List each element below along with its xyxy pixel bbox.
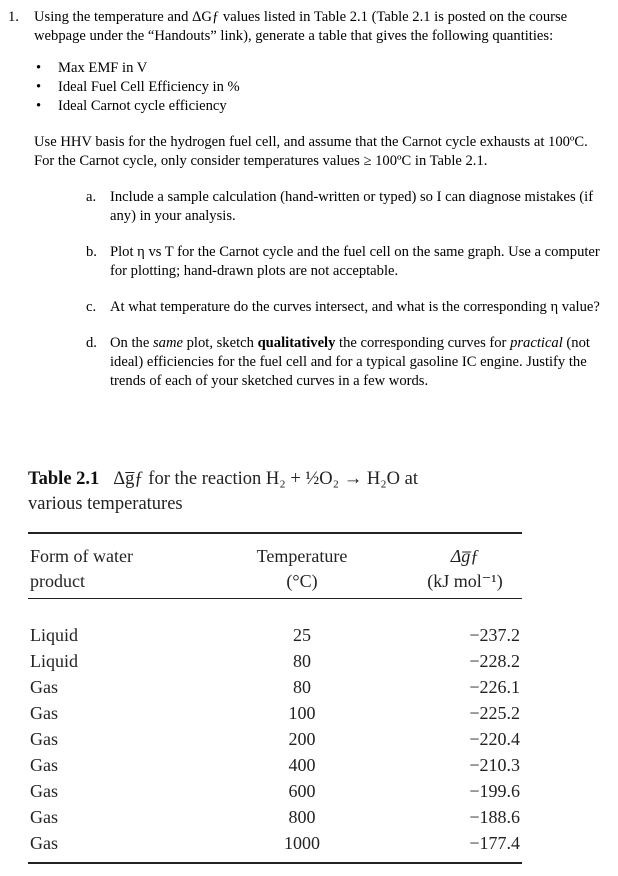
table-caption [28, 467, 524, 517]
question-intro: Using the temperature and ΔGƒ values listed in Table 2.1 (Table 2.1 is posted on the course webpage under the “Handouts” link), generate a table that gives the following quantities: [34, 9, 568, 44]
question-number: 1. [8, 9, 19, 25]
part-letter: c. [86, 299, 97, 315]
part-letter: d. [86, 335, 97, 351]
part-text: At what temperature do the curves intersect, and what is the corresponding η value? [110, 299, 600, 315]
bullet-icon: • [36, 98, 42, 114]
header-temperature: Temperature (°C) [256, 546, 348, 591]
part-letter: a. [86, 189, 97, 205]
bullet-icon: • [36, 79, 42, 95]
part-b [86, 243, 610, 281]
header-delta-g: Δg̅ƒ (kJ mol⁻¹) [427, 546, 503, 591]
part-d [86, 334, 610, 391]
table-bottom-rule [28, 862, 522, 864]
table-2-1: Table 2.1 Δg̅ƒ for the reaction H₂ + ½O₂ → H₂O at various temperatures Form of water product Temperature (°C) Δg̅ƒ (kJ mol⁻¹) Liquid 25 −237.2 Liquid 80 −228.2 Gas 80 −226.1 Gas 100 −225.2 Gas 200 −220.4 Gas 400 −210.3 Gas 600 −199.6 Gas 800 −188.6 Gas 1000 −177.4 [28, 467, 524, 517]
question-body [34, 8, 604, 391]
table-top-rule [28, 532, 522, 534]
part-text: Plot η vs T for the Carnot cycle and the fuel cell on the same graph. Use a computer for plotting; hand-drawn plots are not acceptable. [110, 244, 600, 279]
bullet-icon: • [36, 60, 42, 76]
list-item: • Ideal Fuel Cell Efficiency in % [36, 79, 240, 95]
caption-line2: various temperatures [28, 494, 183, 514]
part-text: Include a sample calculation (hand-written or typed) so I can diagnose mistakes (if any) in your analysis. [110, 189, 594, 224]
part-c [86, 298, 610, 317]
part-letter: b. [86, 244, 97, 260]
table-header-rule [28, 598, 522, 599]
part-a [86, 188, 610, 226]
quantity-list [34, 59, 604, 116]
list-item: • Ideal Carnot cycle efficiency [36, 98, 227, 114]
hhv-note: Use HHV basis for the hydrogen fuel cell, and assume that the Carnot cycle exhausts at 100ºC. For the Carnot cycle, only consider temperatures values ≥ 100ºC in Table 2.1. [34, 134, 588, 169]
table-label: Table 2.1 [28, 469, 100, 489]
caption-line1: Δg̅ƒ for the reaction H₂ + ½O₂ → H₂O at [113, 469, 418, 489]
part-text: On the same plot, sketch qualitatively the corresponding curves for practical (not ideal) efficiencies for the fuel cell and for a typical gasoline IC engine. Justify the trends of each of your sketched curves in a few words. [110, 335, 590, 389]
list-item: • Max EMF in V [36, 60, 148, 76]
header-form: Form of water product [30, 546, 133, 591]
